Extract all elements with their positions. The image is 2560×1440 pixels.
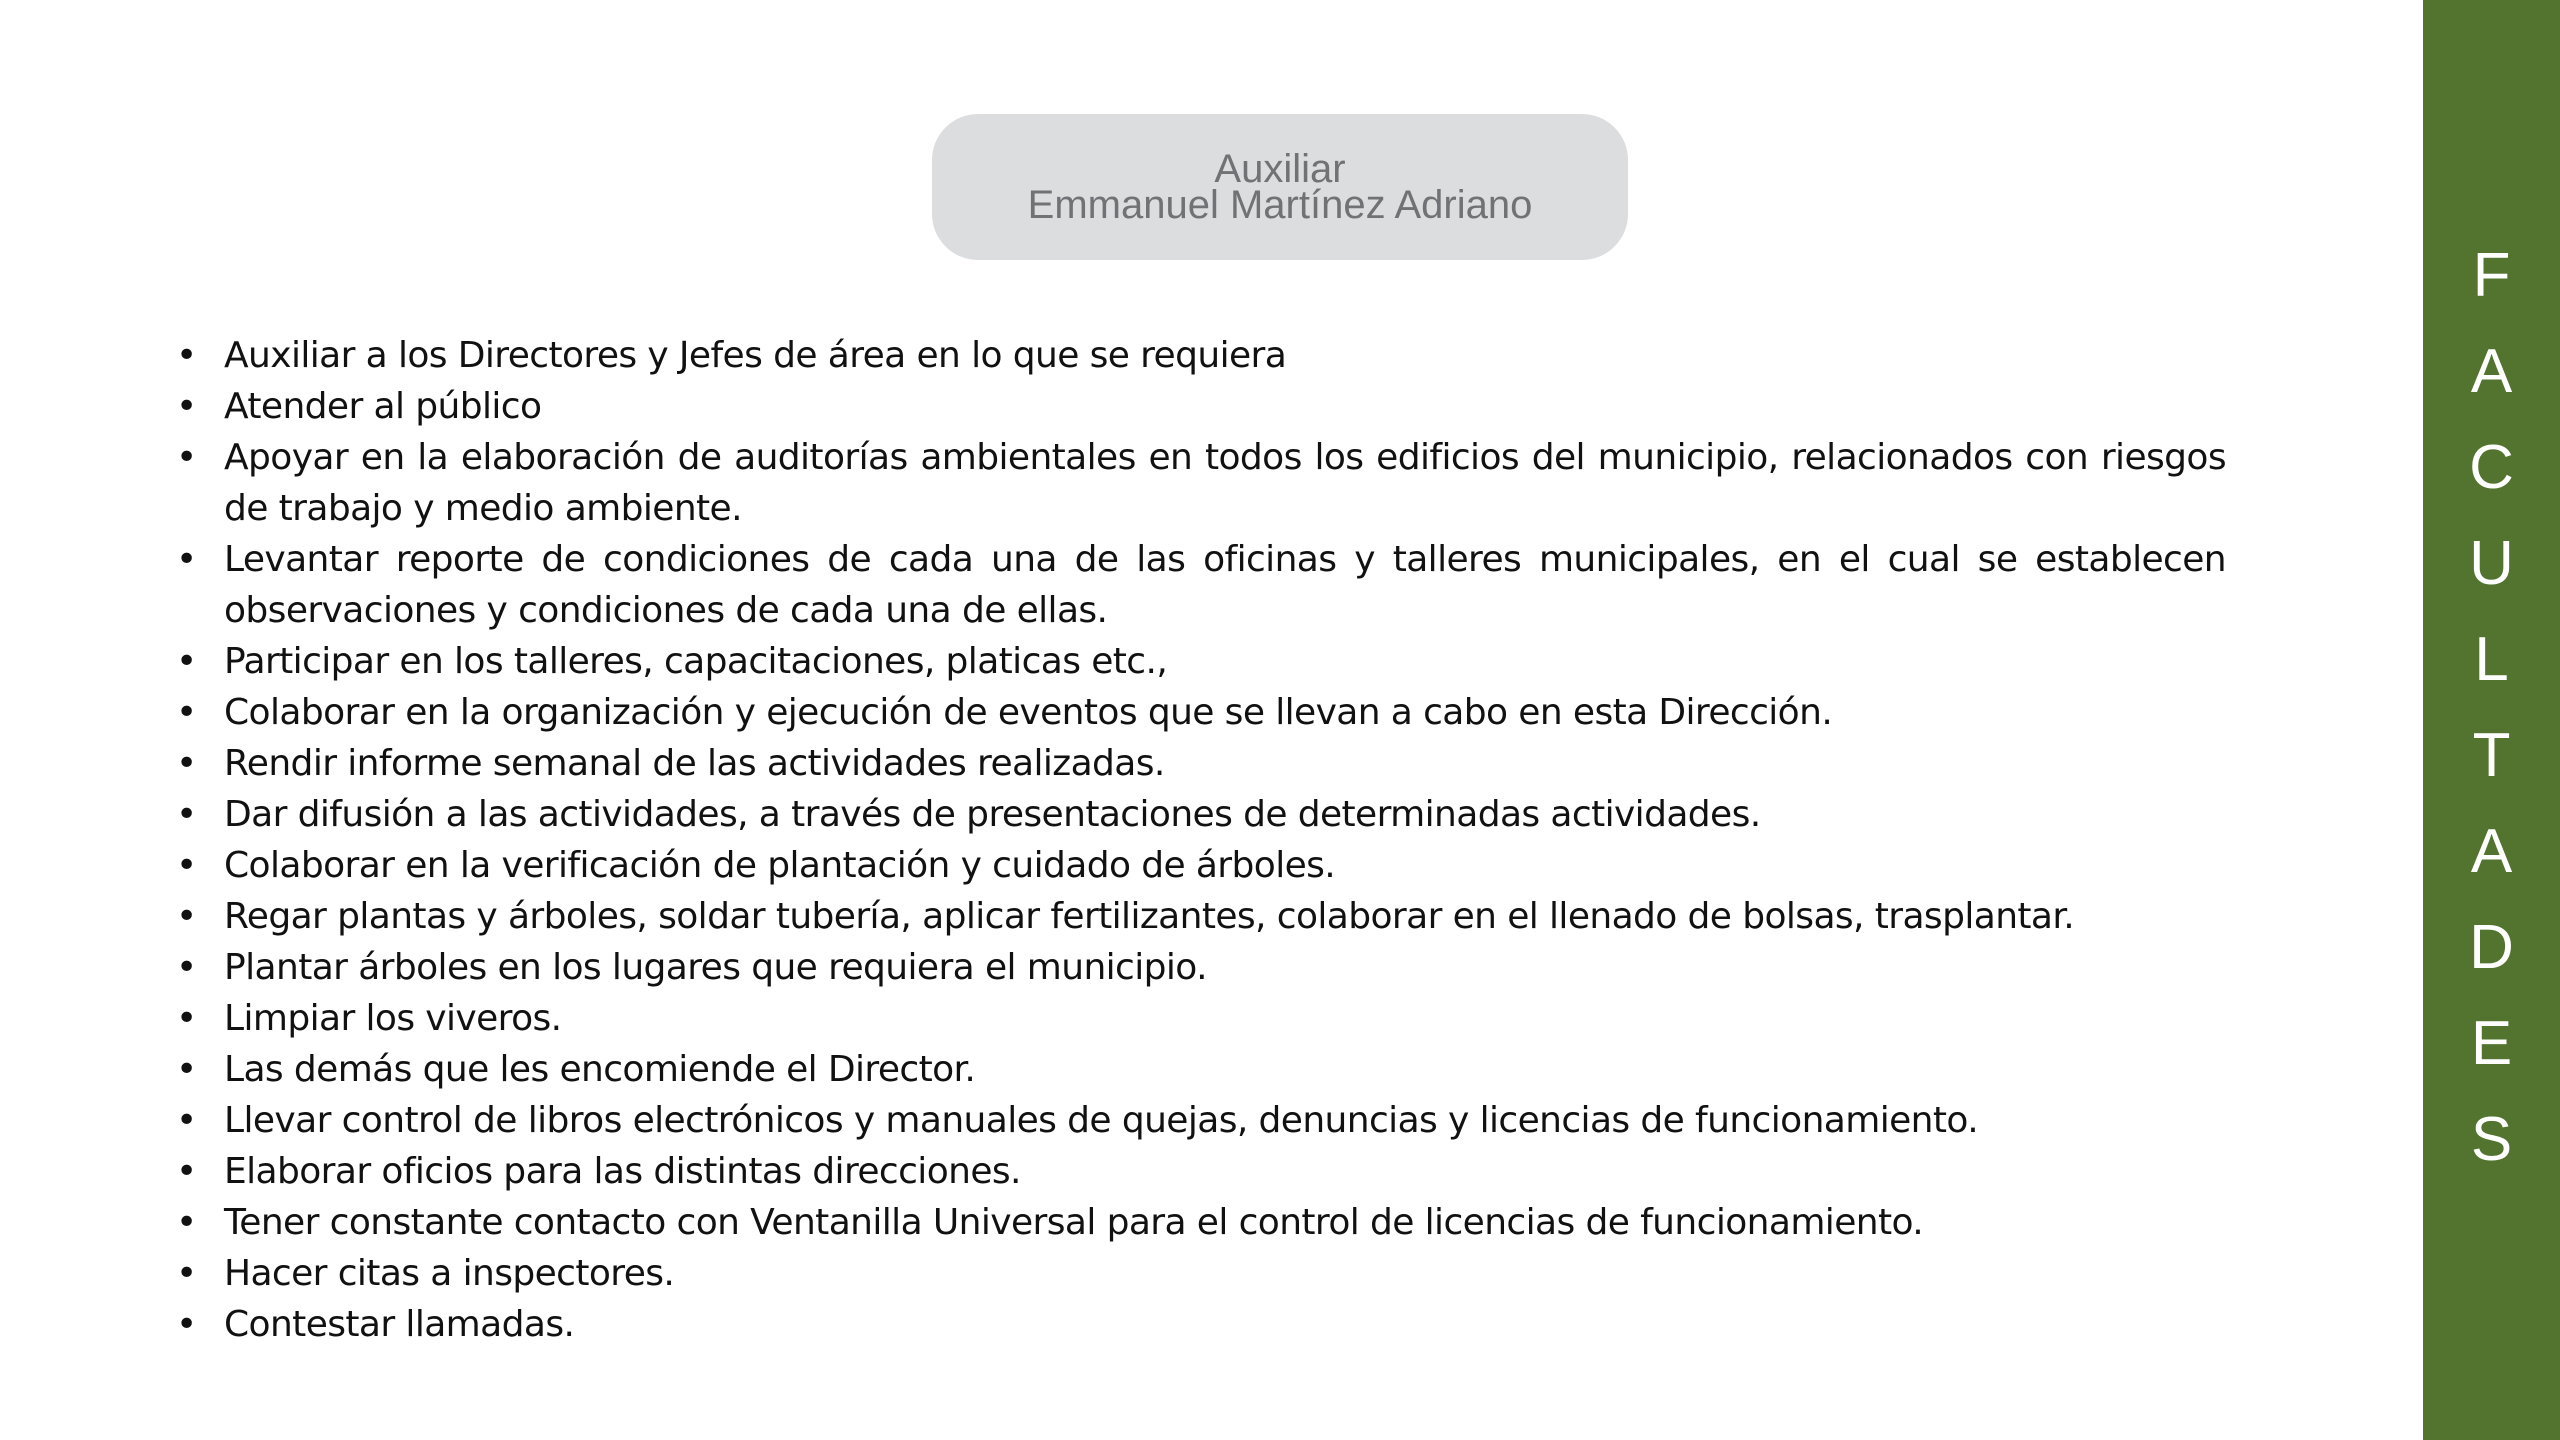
- person-name: Emmanuel Martínez Adriano: [1027, 183, 1533, 227]
- duty-item: • Levantar reporte de condiciones de cada una de las oficinas y talleres municipales, en el cual se establecen observaciones y condiciones de cada una de ellas.: [176, 534, 2226, 636]
- section-sidebar: [2423, 0, 2560, 1440]
- duty-item: • Apoyar en la elaboración de auditorías ambientales en todos los edificios del municipio, relacionados con riesgos de trabajo y medio ambiente.: [176, 432, 2226, 534]
- duty-item: • Participar en los talleres, capacitaciones, platicas etc.,: [176, 636, 2226, 687]
- duty-item: • Dar difusión a las actividades, a través de presentaciones de determinadas actividades.: [176, 789, 2226, 840]
- duty-item: • Las demás que les encomiende el Director.: [176, 1044, 2226, 1095]
- duty-item: • Elaborar oficios para las distintas direcciones.: [176, 1146, 2226, 1197]
- duty-item: • Regar plantas y árboles, soldar tubería, aplicar fertilizantes, colaborar en el llenado de bolsas, trasplantar.: [176, 891, 2226, 942]
- sidebar-vertical-title: [2423, 228, 2560, 1188]
- duty-item: • Colaborar en la organización y ejecución de eventos que se llevan a cabo en esta Dirección.: [176, 687, 2226, 738]
- sidebar-letter: L: [2474, 625, 2509, 694]
- role-title: Auxiliar: [1214, 147, 1346, 191]
- sidebar-letter: D: [2469, 913, 2514, 982]
- sidebar-letter: C: [2469, 433, 2514, 502]
- sidebar-letter: A: [2470, 337, 2513, 406]
- sidebar-letter: A: [2470, 817, 2513, 886]
- duty-item: • Atender al público: [176, 381, 2226, 432]
- duty-item: • Contestar llamadas.: [176, 1299, 2226, 1350]
- duty-item: • Plantar árboles en los lugares que requiera el municipio.: [176, 942, 2226, 993]
- duty-item: • Llevar control de libros electrónicos y manuales de quejas, denuncias y licencias de funcionamiento.: [176, 1095, 2226, 1146]
- role-header-box: [932, 114, 1628, 260]
- sidebar-letter: T: [2472, 721, 2511, 790]
- duty-item: • Hacer citas a inspectores.: [176, 1248, 2226, 1299]
- duty-item: • Colaborar en la verificación de plantación y cuidado de árboles.: [176, 840, 2226, 891]
- sidebar-letter: F: [2472, 241, 2511, 310]
- duty-item: • Rendir informe semanal de las actividades realizadas.: [176, 738, 2226, 789]
- duty-item: • Tener constante contacto con Ventanilla Universal para el control de licencias de funcionamiento.: [176, 1197, 2226, 1248]
- sidebar-letter: E: [2470, 1009, 2513, 1078]
- duties-list: [176, 330, 2226, 1350]
- sidebar-letter: S: [2470, 1105, 2513, 1174]
- duty-item: • Auxiliar a los Directores y Jefes de área en lo que se requiera: [176, 330, 2226, 381]
- sidebar-letter: U: [2469, 529, 2514, 598]
- duty-item: • Limpiar los viveros.: [176, 993, 2226, 1044]
